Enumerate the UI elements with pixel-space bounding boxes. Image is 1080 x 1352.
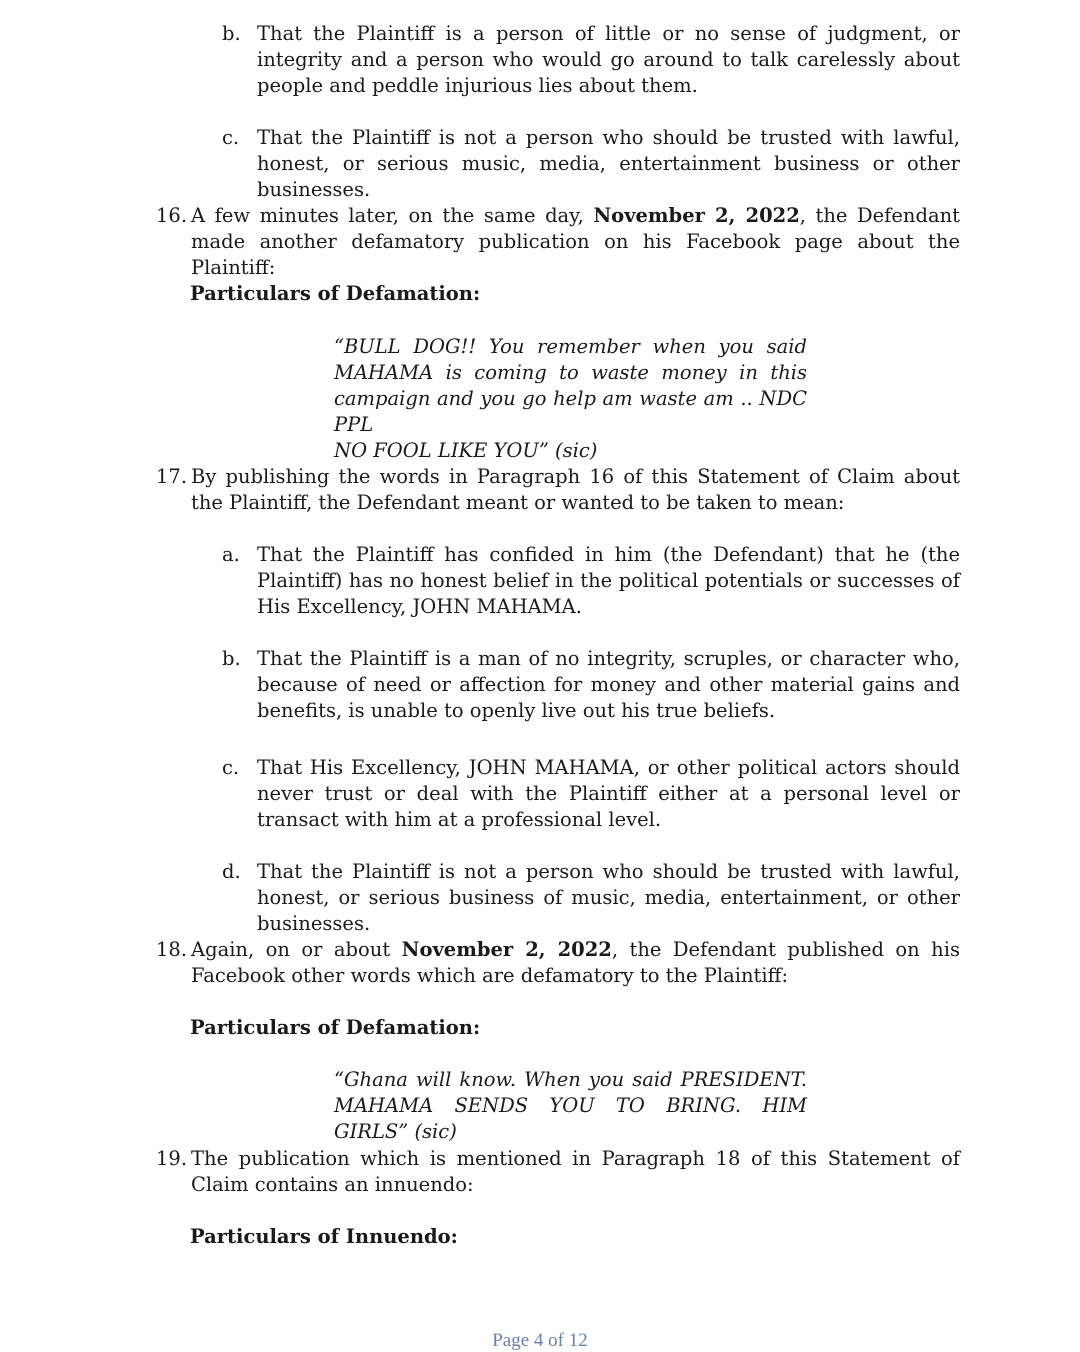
quote-line: MAHAMA is coming to waste money in this [334, 361, 807, 384]
sub-item-label: d. [222, 860, 241, 883]
particulars-heading-18: Particulars of Defamation: [190, 1016, 481, 1039]
paragraph-17 [156, 464, 960, 516]
sub-item-text: That the Plaintiff is not a person who should be trusted with lawful, honest, or serious music, media, entertainment business or other businesses. [257, 126, 960, 201]
paragraph-text [191, 937, 960, 989]
paragraph-text-part: , the Defendant made another defamatory publication on his Facebook page about the Plaintiff: [191, 204, 960, 279]
paragraph-text-part: , the Defendant published on his Facebook other words which are defamatory to the Plaintiff: [191, 938, 960, 987]
paragraph-number: 17. [156, 465, 188, 488]
paragraph-number: 18. [156, 938, 188, 961]
sub-item-17c [222, 755, 960, 833]
sub-item-17a [222, 542, 960, 620]
sub-item-label: b. [222, 647, 241, 670]
paragraph-text-part: Again, on or about [191, 938, 402, 961]
paragraph-text: By publishing the words in Paragraph 16 of this Statement of Claim about the Plaintiff, the Defendant meant or wanted to be taken to mean: [191, 465, 960, 514]
sub-item-text: That the Plaintiff is not a person who should be trusted with lawful, honest, or serious business of music, media, entertainment, or other businesses. [257, 860, 960, 935]
quote-line: NO FOOL LIKE YOU” (sic) [334, 439, 598, 462]
sub-item-17b [222, 646, 960, 724]
quote-18 [334, 1067, 807, 1145]
quote-line: campaign and you go help am waste am .. NDC PPL [334, 387, 807, 436]
paragraph-date: November 2, 2022 [401, 938, 612, 961]
particulars-heading-19: Particulars of Innuendo: [190, 1225, 458, 1248]
page-number-footer: Page 4 of 12 [492, 1330, 588, 1351]
paragraph-18 [156, 937, 960, 989]
quote-line: MAHAMA SENDS YOU TO BRING. HIM GIRLS” (sic) [334, 1094, 807, 1143]
paragraph-text [191, 203, 960, 281]
sub-item-text: That the Plaintiff is a man of no integrity, scruples, or character who, because of need or affection for money and other material gains and benefits, is unable to openly live out his true beliefs. [257, 647, 960, 722]
paragraph-text-part: A few minutes later, on the same day, [191, 204, 594, 227]
sub-item-label: a. [222, 543, 240, 566]
particulars-heading-16: Particulars of Defamation: [190, 282, 481, 305]
paragraph-text: The publication which is mentioned in Paragraph 18 of this Statement of Claim contains an innuendo: [191, 1147, 960, 1196]
sub-item-15b [222, 21, 960, 99]
paragraph-16 [156, 203, 960, 281]
paragraph-19 [156, 1146, 960, 1198]
sub-item-text: That His Excellency, JOHN MAHAMA, or other political actors should never trust or deal with the Plaintiff either at a personal level or transact with him at a professional level. [257, 756, 960, 831]
sub-item-label: b. [222, 22, 241, 45]
paragraph-number: 19. [156, 1147, 188, 1170]
sub-item-text: That the Plaintiff is a person of little or no sense of judgment, or integrity and a person who would go around to talk carelessly about people and peddle injurious lies about them. [257, 22, 960, 97]
sub-item-text: That the Plaintiff has confided in him (the Defendant) that he (the Plaintiff) has no honest belief in the political potentials or successes of His Excellency, JOHN MAHAMA. [257, 543, 960, 618]
sub-item-15c [222, 125, 960, 203]
paragraph-number: 16. [156, 204, 188, 227]
quote-16 [334, 334, 807, 464]
paragraph-date: November 2, 2022 [593, 204, 800, 227]
sub-item-label: c. [222, 756, 240, 779]
sub-item-17d [222, 859, 960, 937]
quote-line: “BULL DOG!! You remember when you said [334, 335, 807, 358]
sub-item-label: c. [222, 126, 240, 149]
quote-line: “Ghana will know. When you said PRESIDENT. [334, 1068, 807, 1091]
